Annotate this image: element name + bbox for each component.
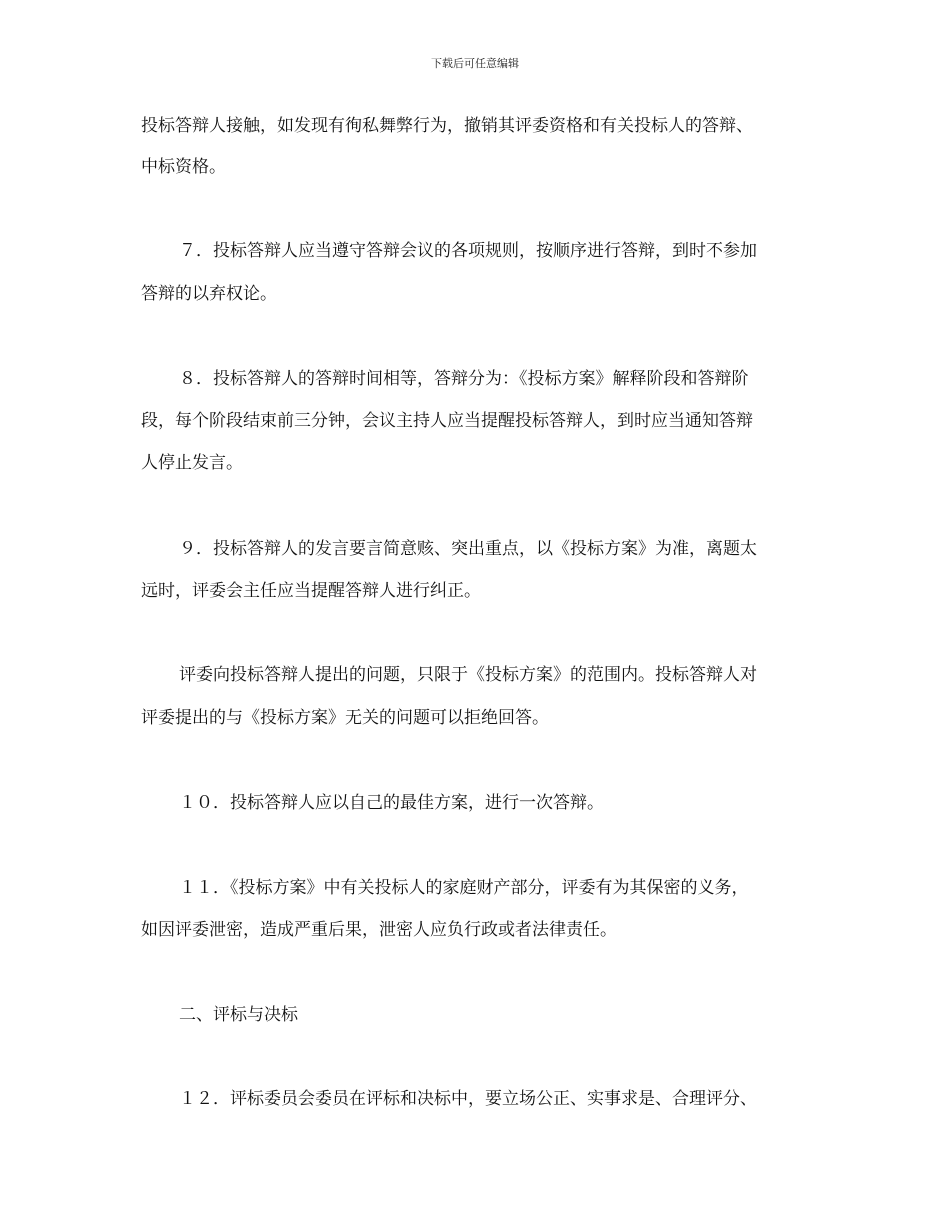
paragraph-line: 中标资格。 <box>141 157 226 177</box>
paragraph-line: 答辩的以弃权论。 <box>141 284 277 304</box>
page-header-note: 下载后可任意编辑 <box>431 57 519 70</box>
paragraph-line: １２．评标委员会委员在评标和决标中，要立场公正、实事求是、合理评分、 <box>179 1089 757 1109</box>
paragraph-line: ７．投标答辩人应当遵守答辩会议的各项规则，按顺序进行答辩，到时不参加 <box>179 241 757 261</box>
section-heading: 二、评标与决标 <box>179 1005 298 1025</box>
paragraph-line: １１．《投标方案》中有关投标人的家庭财产部分，评委有为其保密的义务， <box>179 878 749 898</box>
paragraph-line: 投标答辩人接触，如发现有徇私舞弊行为，撤销其评委资格和有关投标人的答辩、 <box>141 116 753 136</box>
paragraph-line: 如因评委泄密，造成严重后果，泄密人应负行政或者法律责任。 <box>141 920 617 940</box>
paragraph-line: １０．投标答辩人应以自己的最佳方案，进行一次答辩。 <box>179 793 604 813</box>
paragraph-line: ８．投标答辩人的答辩时间相等，答辩分为：《投标方案》解释阶段和答辩阶 <box>179 369 749 389</box>
paragraph-line: ９．投标答辩人的发言要言简意赅、突出重点，以《投标方案》为准，离题太 <box>179 539 757 559</box>
paragraph-line: 远时，评委会主任应当提醒答辩人进行纠正。 <box>141 581 481 601</box>
paragraph-line: 段，每个阶段结束前三分钟，会议主持人应当提醒投标答辩人，到时应当通知答辩 <box>141 411 753 431</box>
paragraph-line: 人停止发言。 <box>141 453 243 473</box>
paragraph-line: 评委向投标答辩人提出的问题，只限于《投标方案》的范围内。投标答辩人对 <box>179 665 757 685</box>
paragraph-line: 评委提出的与《投标方案》无关的问题可以拒绝回答。 <box>141 708 549 728</box>
